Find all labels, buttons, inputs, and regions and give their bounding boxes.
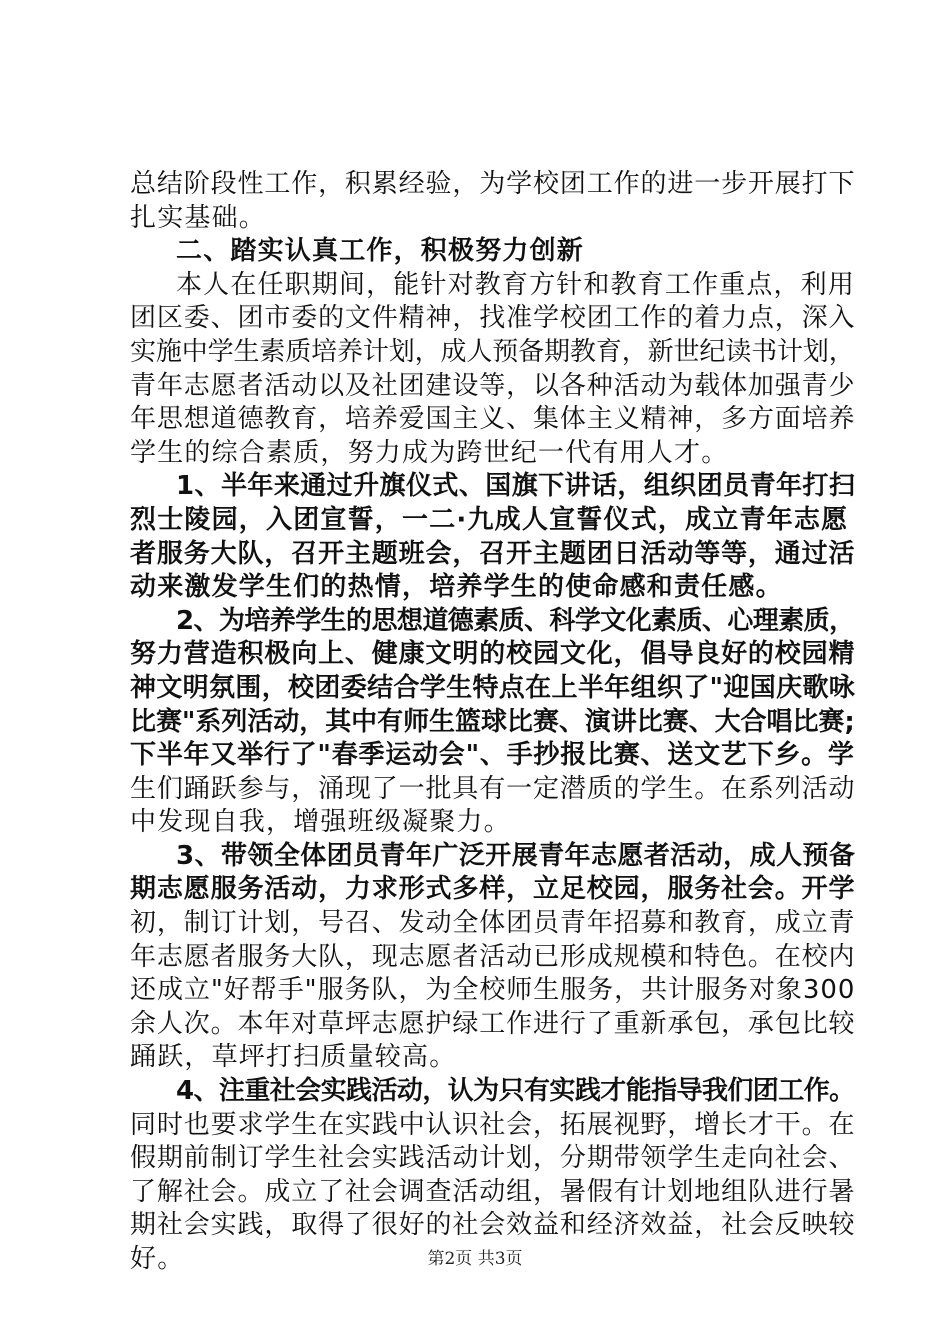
paragraph-intro-continuation: [130, 168, 855, 235]
text-line: 1、半年来通过升旗仪式、国旗下讲话，组织团员青年打扫: [176, 471, 856, 502]
text-line: 者服务大队，召开主题班会，召开主题团日活动等等，通过活: [130, 538, 856, 569]
text-line: 扎实基础。: [130, 202, 267, 233]
text-line: 总结阶段性工作，积累经验，为学校团工作的进一步开展打下: [130, 169, 856, 199]
text-line: 生们踊跃参与，涌现了一批具有一定潜质的学生。在系列活动: [130, 773, 856, 804]
text-line: 初，制订计划，号召、发动全体团员青年招募和教育，成立青: [130, 908, 856, 939]
text-line: 神文明氛围，校团委结合学生特点在上半年组织了"迎国庆歌咏: [130, 672, 856, 703]
text-line: 下半年又举行了"春季运动会"、手抄报比赛、送文艺下乡。学: [130, 740, 855, 771]
text-line: 中发现自我，增强班级凝聚力。: [130, 807, 511, 838]
text-line: 踊跃，草坪打扫质量较高。: [130, 1042, 457, 1073]
text-line: 实施中学生素质培养计划，成人预备期教育，新世纪读书计划，: [130, 336, 855, 367]
paragraph-item-1: [130, 470, 855, 604]
text-line: 3、带领全体团员青年广泛开展青年志愿者活动，成人预备: [176, 840, 856, 871]
paragraph-item-2: [130, 605, 855, 840]
text-line: 假期前制订学生社会实践活动计划，分期带领学生走向社会、: [130, 1143, 856, 1174]
paragraph-item-3: [130, 840, 855, 1075]
text-line: 余人次。本年对草坪志愿护绿工作进行了重新承包，承包比较: [130, 1008, 856, 1039]
text-line: 年思想道德教育，培养爱国主义、集体主义精神，多方面培养: [130, 404, 856, 435]
text-line: 烈士陵园，入团宣誓，一二·九成人宣誓仪式，成立青年志愿: [130, 504, 849, 535]
text-line: 团区委、团市委的文件精神，找准学校团工作的着力点，深入: [130, 303, 856, 334]
text-line: 了解社会。成立了社会调查活动组，暑假有计划地组队进行暑: [130, 1176, 856, 1207]
text-line: 动来激发学生们的热情，培养学生的使命感和责任感。: [130, 572, 783, 603]
text-line: 年志愿者服务大队，现志愿者活动已形成规模和特色。在校内: [130, 941, 856, 972]
paragraph-body-1: [130, 269, 855, 471]
page-footer: [0, 1244, 950, 1269]
text-line: 2、为培养学生的思想道德素质、科学文化素质、心理素质，: [176, 605, 855, 636]
text-line: 好。: [130, 1244, 185, 1274]
section-heading: [130, 235, 855, 269]
text-line: 比赛"系列活动，其中有师生篮球比赛、演讲比赛、大合唱比赛;: [130, 706, 855, 737]
text-line: 学生的综合素质，努力成为跨世纪一代有用人才。: [130, 437, 729, 468]
text-line: 同时也要求学生在实践中认识社会，拓展视野，增长才干。在: [130, 1109, 856, 1140]
text-line: 4、注重社会实践活动，认为只有实践才能指导我们团工作。: [176, 1076, 855, 1107]
text-line: 努力营造积极向上、健康文明的校园文化，倡导良好的校园精: [130, 639, 856, 670]
heading-line: 二、踏实认真工作，积极努力创新: [176, 236, 585, 267]
text-line: 期社会实践，取得了很好的社会效益和经济效益，社会反映较: [130, 1210, 856, 1241]
text-line: 青年志愿者活动以及社团建设等，以各种活动为载体加强青少: [130, 370, 856, 401]
text-line: 本人在任职期间，能针对教育方针和教育工作重点，利用: [176, 269, 856, 300]
page-number: 第2页 共3页: [427, 1249, 523, 1269]
text-line: 期志愿服务活动，力求形式多样，立足校园，服务社会。开学: [130, 874, 856, 905]
document-body: [130, 168, 855, 1277]
text-line: 还成立"好帮手"服务队，为全校师生服务，共计服务对象300: [130, 975, 856, 1006]
